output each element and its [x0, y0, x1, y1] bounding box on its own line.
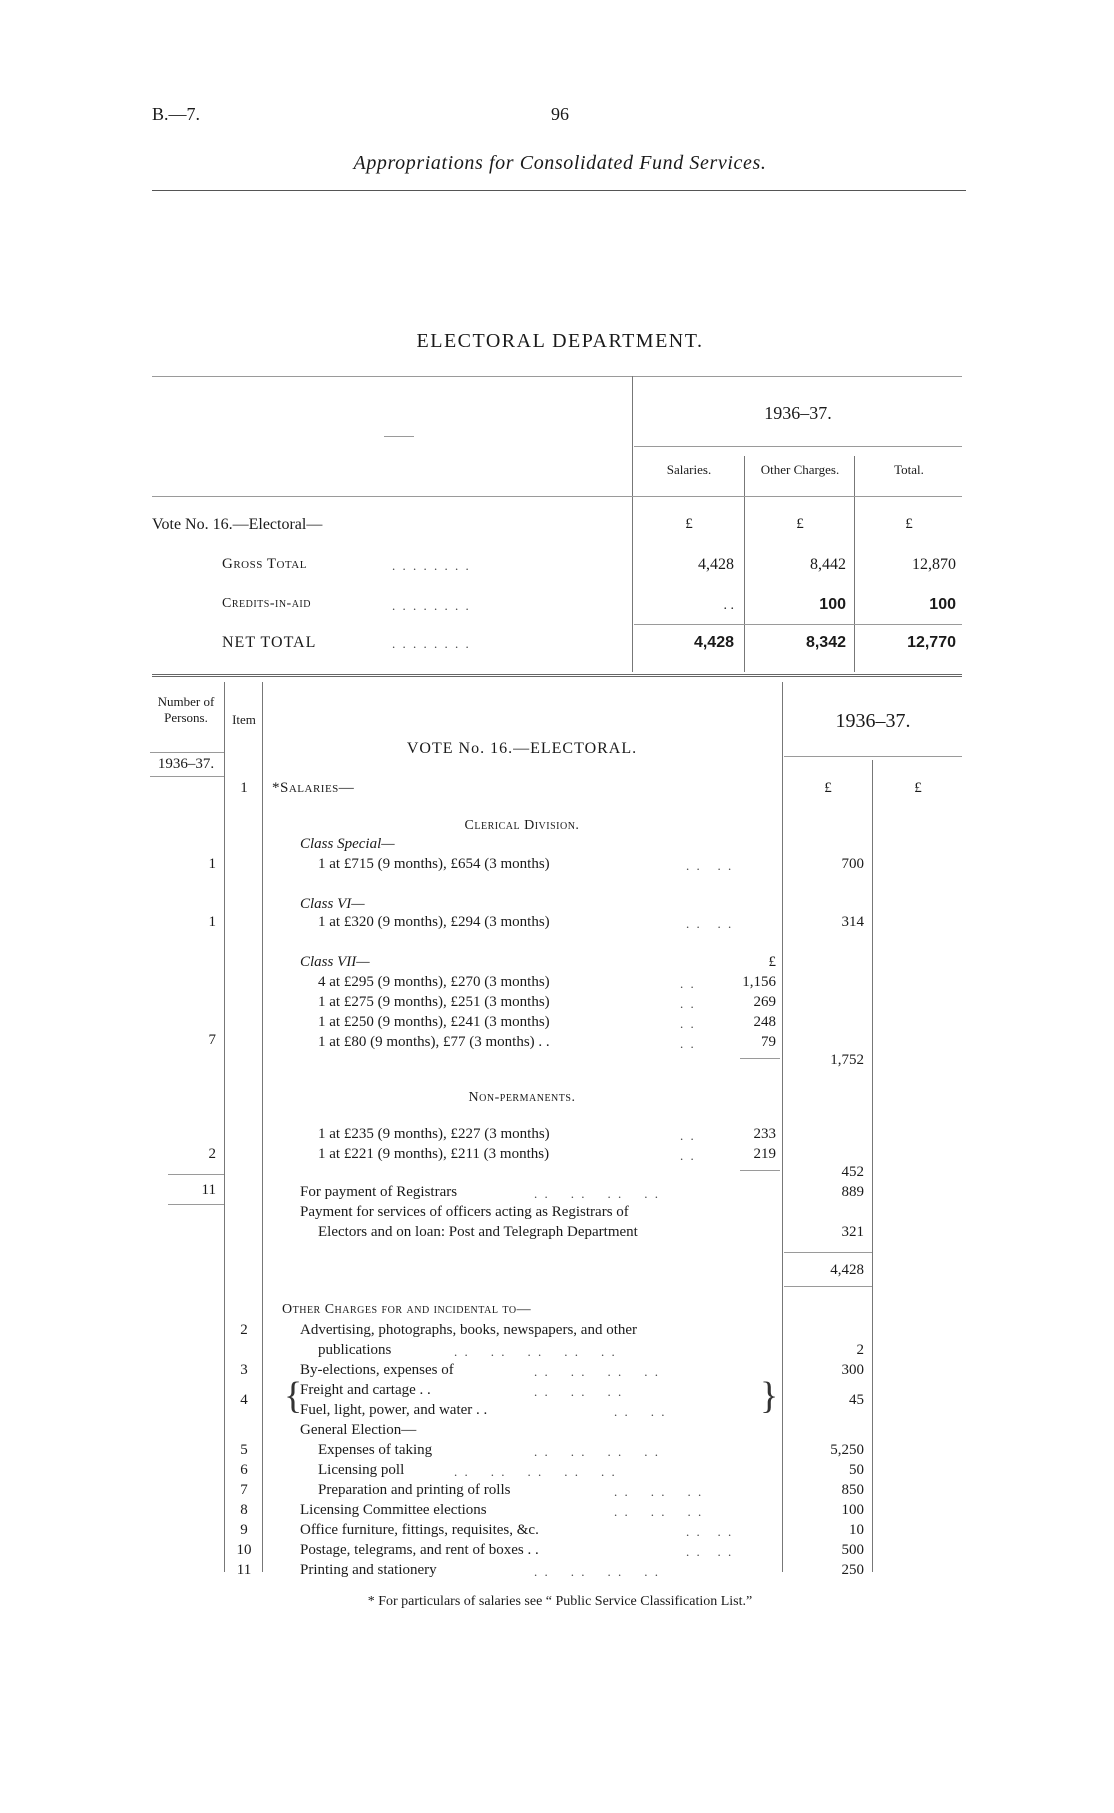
- net-total-total: 12,770: [907, 634, 956, 651]
- non-permanent-value-2: 219: [753, 1146, 776, 1162]
- col-salaries: Salaries.: [666, 462, 712, 477]
- document-reference: B.—7.: [152, 104, 201, 124]
- non-permanent-line-2: 1 at £221 (9 months), £211 (3 months): [318, 1146, 550, 1162]
- registrars-line: For payment of Registrars: [300, 1184, 458, 1200]
- advertising-line-1: Advertising, photographs, books, newspapers, and other: [300, 1322, 638, 1338]
- expenses-taking-leader: . . . . . . . .: [534, 1444, 660, 1459]
- licensing-committee-item: 8: [240, 1502, 248, 1518]
- gross-total-leader: . . . . . . . .: [392, 558, 471, 573]
- gross-total-total: 12,870: [912, 556, 956, 573]
- preparation-rolls-line: Preparation and printing of rolls: [318, 1482, 511, 1498]
- credits-in-aid-other: 100: [819, 596, 846, 613]
- class-vii-line-1: 4 at £295 (9 months), £270 (3 months): [318, 974, 550, 990]
- class-vii-value-4: 79: [761, 1034, 776, 1050]
- class-vii-currency: £: [768, 954, 776, 970]
- office-furniture-line: Office furniture, fittings, requisites, &c.: [300, 1522, 539, 1538]
- printing-amount: 250: [841, 1562, 864, 1578]
- class-vii-value-3: 248: [753, 1014, 776, 1030]
- freight-line-2: Fuel, light, power, and water . .: [300, 1402, 488, 1418]
- non-permanents-heading: Non-permanents.: [468, 1090, 576, 1105]
- payment-services-line-1: Payment for services of officers acting as Registrars of: [300, 1204, 629, 1220]
- advertising-leader: . . . . . . . . . .: [454, 1344, 617, 1359]
- salaries-heading: *Salaries—: [272, 780, 355, 796]
- non-permanents-total: 452: [841, 1164, 864, 1180]
- currency-total: £: [905, 516, 913, 532]
- printing-item: 11: [236, 1562, 252, 1578]
- net-total-rule: [634, 624, 962, 625]
- advertising-amount: 2: [856, 1342, 864, 1358]
- class-vii-subtotal-rule: [740, 1058, 780, 1059]
- class-special-amount: 700: [841, 856, 864, 872]
- header-rule: [152, 190, 966, 191]
- other-charges-heading: Other Charges for and incidental to—: [282, 1302, 532, 1317]
- persons-total-rule: [168, 1174, 224, 1175]
- non-permanents-subtotal-rule: [740, 1170, 780, 1171]
- class-vi-line: 1 at £320 (9 months), £294 (3 months): [318, 914, 550, 930]
- class-vii-leader-3: . .: [680, 1016, 696, 1031]
- class-vii-leader-2: . .: [680, 996, 696, 1011]
- class-vi-heading: Class VI—: [300, 896, 365, 912]
- preparation-rolls-amount: 850: [841, 1482, 864, 1498]
- class-vii-leader-4: . .: [680, 1036, 696, 1051]
- summary-col-divider-1: [744, 456, 745, 672]
- detail-year-rule: [784, 756, 962, 757]
- persons-year: 1936–37.: [157, 756, 215, 772]
- summary-year: 1936–37.: [764, 403, 832, 423]
- licensing-poll-line: Licensing poll: [318, 1462, 405, 1478]
- postage-item: 10: [236, 1542, 252, 1558]
- page-subtitle: Appropriations for Consolidated Fund Services.: [353, 152, 767, 174]
- clerical-division-heading: Clerical Division.: [464, 818, 580, 833]
- credits-in-aid-label: Credits-in-aid: [222, 596, 311, 611]
- office-furniture-item: 9: [240, 1522, 248, 1538]
- gross-total-salaries: 4,428: [698, 556, 734, 573]
- class-vii-total: 1,752: [830, 1052, 864, 1068]
- class-vii-leader-1: . .: [680, 976, 696, 991]
- page-number: 96: [551, 104, 569, 124]
- net-total-leader: . . . . . . . .: [392, 636, 471, 651]
- expenses-taking-line: Expenses of taking: [318, 1442, 433, 1458]
- amount-col-divider: [872, 760, 873, 1572]
- detail-year: 1936–37.: [835, 710, 911, 732]
- class-vii-value-1: 1,156: [742, 974, 776, 990]
- registrars-leader: . . . . . . . .: [534, 1186, 660, 1201]
- licensing-poll-amount: 50: [849, 1462, 864, 1478]
- office-furniture-leader: . . . .: [686, 1524, 734, 1539]
- currency-salaries: £: [685, 516, 693, 532]
- credits-in-aid-total: 100: [929, 596, 956, 613]
- preparation-rolls-item: 7: [240, 1482, 248, 1498]
- summary-bottom-rule: [152, 674, 962, 677]
- vote-title: VOTE No. 16.—ELECTORAL.: [406, 740, 638, 757]
- col-number-of-persons: Number of Persons.: [157, 694, 215, 725]
- licensing-committee-leader: . . . . . .: [614, 1504, 704, 1519]
- salaries-total: 4,428: [830, 1262, 864, 1278]
- item-divider: [262, 682, 263, 1572]
- freight-line-1: Freight and cartage . .: [300, 1382, 431, 1398]
- gross-total-label: Gross Total: [222, 556, 307, 572]
- persons-total: 11: [201, 1182, 216, 1198]
- class-special-heading: Class Special—: [300, 836, 395, 852]
- by-elections-amount: 300: [841, 1362, 864, 1378]
- class-vii-line-4: 1 at £80 (9 months), £77 (3 months) . .: [318, 1034, 550, 1050]
- detail-currency-2: £: [914, 780, 922, 796]
- summary-header-rule: [152, 496, 962, 497]
- footnote: * For particulars of salaries see “ Public Service Classification List.”: [367, 1594, 753, 1609]
- non-permanent-leader-1: . .: [680, 1128, 696, 1143]
- currency-other: £: [796, 516, 804, 532]
- class-vii-persons: 7: [208, 1032, 216, 1048]
- persons-total-bottom-rule: [168, 1204, 224, 1205]
- advertising-line-2: publications: [318, 1342, 392, 1358]
- col-item: Item: [232, 712, 256, 727]
- net-total-label: NET TOTAL: [222, 634, 317, 651]
- summary-col-divider-2: [854, 456, 855, 672]
- class-vi-amount: 314: [841, 914, 864, 930]
- credits-in-aid-leader: . . . . . . . .: [392, 598, 471, 613]
- salaries-item-number: 1: [240, 780, 248, 796]
- class-vii-line-2: 1 at £275 (9 months), £251 (3 months): [318, 994, 550, 1010]
- general-election-heading: General Election—: [300, 1422, 417, 1438]
- non-permanent-line-1: 1 at £235 (9 months), £227 (3 months): [318, 1126, 550, 1142]
- summary-top-rule: [152, 376, 962, 377]
- department-title: ELECTORAL DEPARTMENT.: [416, 330, 704, 352]
- payment-services-line-2: Electors and on loan: Post and Telegraph Department: [318, 1224, 638, 1240]
- persons-header-rule: [150, 752, 224, 753]
- by-elections-item: 3: [240, 1362, 248, 1378]
- gross-total-other: 8,442: [810, 556, 846, 573]
- freight-right-brace: }: [760, 1375, 779, 1417]
- persons-divider: [224, 682, 225, 1572]
- by-elections-leader: . . . . . . . .: [534, 1364, 660, 1379]
- licensing-poll-leader: . . . . . . . . . .: [454, 1464, 617, 1479]
- printing-leader: . . . . . . . .: [534, 1564, 660, 1579]
- salaries-total-top-rule: [784, 1252, 872, 1253]
- credits-in-aid-salaries: . .: [723, 598, 734, 613]
- col-total: Total.: [894, 462, 924, 477]
- freight-amount: 45: [849, 1392, 864, 1408]
- non-permanents-persons: 2: [208, 1146, 216, 1162]
- summary-year-rule: [634, 446, 962, 447]
- freight-leader-1: . . . . . .: [534, 1384, 624, 1399]
- preparation-rolls-leader: . . . . . .: [614, 1484, 704, 1499]
- postage-leader: . . . .: [686, 1544, 734, 1559]
- by-elections-line: By-elections, expenses of: [300, 1362, 454, 1378]
- expenses-taking-item: 5: [240, 1442, 248, 1458]
- net-total-other: 8,342: [805, 634, 846, 651]
- persons-year-rule: [150, 776, 224, 777]
- postage-amount: 500: [841, 1542, 864, 1558]
- advertising-item: 2: [240, 1322, 248, 1338]
- registrars-amount: 889: [841, 1184, 864, 1200]
- freight-left-brace: {: [284, 1375, 303, 1417]
- salaries-total-bottom-rule: [784, 1286, 872, 1287]
- non-permanent-value-1: 233: [753, 1126, 776, 1142]
- class-vii-line-3: 1 at £250 (9 months), £241 (3 months): [318, 1014, 550, 1030]
- class-vi-persons: 1: [208, 914, 216, 930]
- class-special-leader: . . . .: [686, 858, 734, 873]
- net-total-salaries: 4,428: [693, 634, 734, 651]
- expenses-taking-amount: 5,250: [830, 1442, 864, 1458]
- licensing-committee-amount: 100: [841, 1502, 864, 1518]
- summary-divider: [632, 376, 633, 672]
- amount-divider: [782, 682, 783, 1572]
- licensing-committee-line: Licensing Committee elections: [300, 1502, 487, 1518]
- class-special-line: 1 at £715 (9 months), £654 (3 months): [318, 856, 550, 872]
- freight-item: 4: [240, 1392, 248, 1408]
- detail-currency-1: £: [824, 780, 832, 796]
- freight-leader-2: . . . .: [614, 1404, 667, 1419]
- vote-label: Vote No. 16.—Electoral—: [152, 516, 323, 533]
- class-vi-leader: . . . .: [686, 916, 734, 931]
- printing-line: Printing and stationery: [300, 1562, 437, 1578]
- payment-services-amount: 321: [841, 1224, 864, 1240]
- class-vii-value-2: 269: [753, 994, 776, 1010]
- col-other-charges: Other Charges.: [760, 462, 840, 477]
- class-vii-heading: Class VII—: [300, 954, 370, 970]
- licensing-poll-item: 6: [240, 1462, 248, 1478]
- summary-dash: [384, 436, 414, 437]
- non-permanent-leader-2: . .: [680, 1148, 696, 1163]
- postage-line: Postage, telegrams, and rent of boxes . .: [300, 1542, 539, 1558]
- class-special-persons: 1: [208, 856, 216, 872]
- office-furniture-amount: 10: [849, 1522, 864, 1538]
